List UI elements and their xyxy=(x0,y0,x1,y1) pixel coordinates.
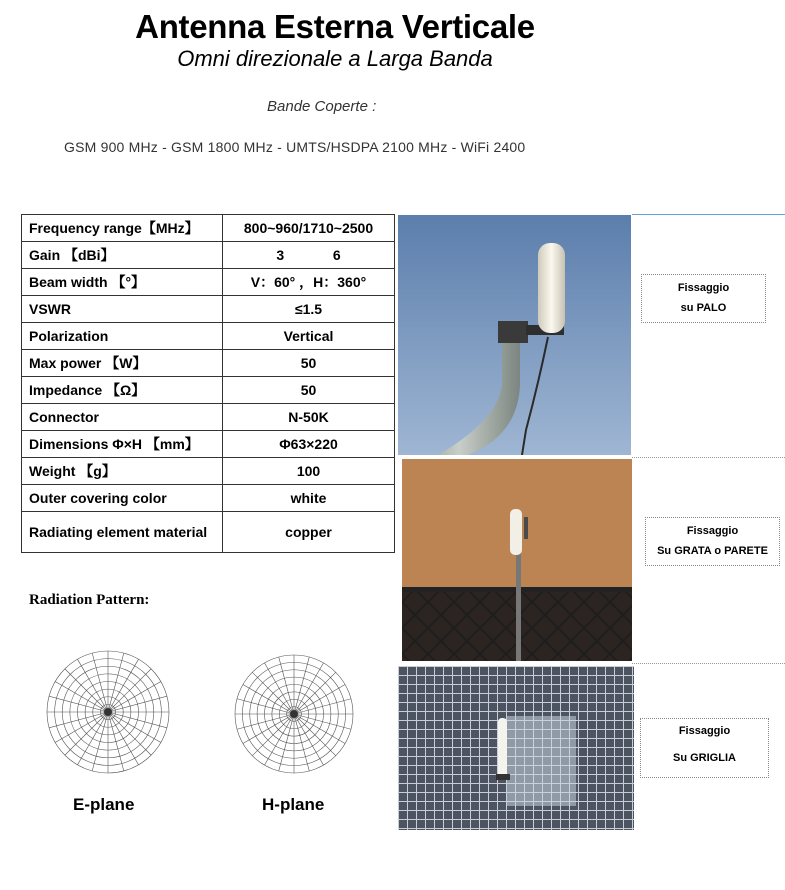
caption-pole xyxy=(641,274,766,323)
polar-spoke xyxy=(78,659,109,712)
polar-spoke xyxy=(294,714,351,729)
polar-spoke xyxy=(108,653,124,712)
polar-spoke xyxy=(108,712,124,771)
divider-top xyxy=(632,214,785,215)
caption-wall-line2: Su GRATA o PARETE xyxy=(657,545,768,557)
spec-value: 50 xyxy=(223,377,395,404)
polar-spoke xyxy=(65,669,108,712)
spec-row xyxy=(22,431,395,458)
spec-key: Max power 【W】 xyxy=(22,350,223,377)
spec-row xyxy=(22,215,395,242)
polar-spoke xyxy=(294,685,345,715)
caption-grid-line1: Fissaggio xyxy=(678,725,731,737)
polar-spoke xyxy=(55,682,108,713)
spec-key: Frequency range【MHz】 xyxy=(22,215,223,242)
spec-key: Outer covering color xyxy=(22,485,223,512)
polar-spoke xyxy=(279,657,294,714)
spec-row xyxy=(22,242,395,269)
spec-row xyxy=(22,458,395,485)
polar-spoke xyxy=(279,714,294,771)
polar-spoke xyxy=(108,712,167,728)
spec-key: Connector xyxy=(22,404,223,431)
spec-key: Beam width 【°】 xyxy=(22,269,223,296)
spec-value: copper xyxy=(223,512,395,553)
polar-spoke xyxy=(265,663,295,714)
gain-value-a: 3 xyxy=(276,247,285,263)
h-plane-label: H-plane xyxy=(262,795,325,814)
spec-key: Weight 【g】 xyxy=(22,458,223,485)
photo-pole-mount xyxy=(398,215,631,455)
spec-row xyxy=(22,485,395,512)
spec-value: Vertical xyxy=(223,323,395,350)
caption-pole-line1: Fissaggio xyxy=(677,282,730,294)
spec-row xyxy=(22,512,395,553)
polar-spoke xyxy=(294,714,324,765)
spec-key: Polarization xyxy=(22,323,223,350)
polar-spoke xyxy=(294,663,324,714)
spec-row xyxy=(22,296,395,323)
polar-spoke xyxy=(108,696,167,712)
polar-spoke xyxy=(92,653,108,712)
e-plane-polar-plot xyxy=(44,648,172,776)
polar-spoke xyxy=(49,696,108,712)
spec-row xyxy=(22,269,395,296)
spec-row xyxy=(22,404,395,431)
polar-spoke xyxy=(108,659,139,712)
polar-spoke xyxy=(237,699,294,714)
spec-key: Impedance 【Ω】 xyxy=(22,377,223,404)
polar-spoke xyxy=(294,699,351,714)
spec-value: 50 xyxy=(223,350,395,377)
caption-pole-line2: su PALO xyxy=(680,302,727,314)
spec-key: Gain 【dBi】 xyxy=(22,242,223,269)
spec-key: Dimensions Φ×H 【mm】 xyxy=(22,431,223,458)
polar-spoke xyxy=(78,712,109,765)
polar-spoke xyxy=(49,712,108,728)
spec-key: VSWR xyxy=(22,296,223,323)
page-title: Antenna Esterna Verticale xyxy=(135,8,535,45)
polar-spoke xyxy=(108,712,151,755)
spec-value: 800~960/1710~2500 xyxy=(223,215,395,242)
polar-spoke xyxy=(108,712,139,765)
caption-wall-line1: Fissaggio xyxy=(686,525,739,537)
polar-spoke xyxy=(294,672,336,714)
polar-spoke xyxy=(237,714,294,729)
e-plane-label: E-plane xyxy=(73,795,135,814)
bands-label: Bande Coperte : xyxy=(267,98,377,115)
spec-value: V：60° ，H：360° xyxy=(223,269,395,296)
radiation-pattern-title: Radiation Pattern: xyxy=(29,592,150,608)
spec-row xyxy=(22,323,395,350)
gain-value-b: 6 xyxy=(332,247,341,263)
polar-spoke xyxy=(265,714,295,765)
polar-spoke xyxy=(294,714,345,744)
h-plane-polar-plot xyxy=(232,652,356,776)
spec-table xyxy=(21,214,395,553)
polar-spoke xyxy=(92,712,108,771)
photo-wall-mount xyxy=(402,459,632,661)
spec-row xyxy=(22,377,395,404)
page-subtitle: Omni direzionale a Larga Banda xyxy=(177,46,493,71)
polar-spoke xyxy=(252,714,294,756)
polar-center xyxy=(290,710,298,718)
divider-1 xyxy=(632,457,785,458)
caption-grid-line2: Su GRIGLIA xyxy=(673,752,736,764)
polar-spoke xyxy=(108,682,161,713)
spec-value: white xyxy=(223,485,395,512)
polar-spoke xyxy=(108,669,151,712)
spec-value: 100 xyxy=(223,458,395,485)
photo-grid-mount xyxy=(398,666,634,830)
spec-value: Φ63×220 xyxy=(223,431,395,458)
polar-spoke xyxy=(294,657,309,714)
polar-spoke xyxy=(252,672,294,714)
polar-spoke xyxy=(55,712,108,743)
polar-spoke xyxy=(294,714,309,771)
bands-list: GSM 900 MHz - GSM 1800 MHz - UMTS/HSDPA 2100 MHz - WiFi 2400 xyxy=(64,139,526,155)
spec-row xyxy=(22,350,395,377)
polar-spoke xyxy=(243,685,294,715)
polar-spoke xyxy=(65,712,108,755)
spec-value: N-50K xyxy=(223,404,395,431)
polar-spoke xyxy=(294,714,336,756)
polar-center xyxy=(104,708,112,716)
caption-grid xyxy=(640,718,769,778)
divider-2 xyxy=(632,663,785,664)
spec-key: Radiating element material xyxy=(22,512,223,553)
polar-spoke xyxy=(108,712,161,743)
polar-spoke xyxy=(243,714,294,744)
spec-value: ≤1.5 xyxy=(223,296,395,323)
caption-wall xyxy=(645,517,780,566)
spec-value xyxy=(223,242,395,269)
